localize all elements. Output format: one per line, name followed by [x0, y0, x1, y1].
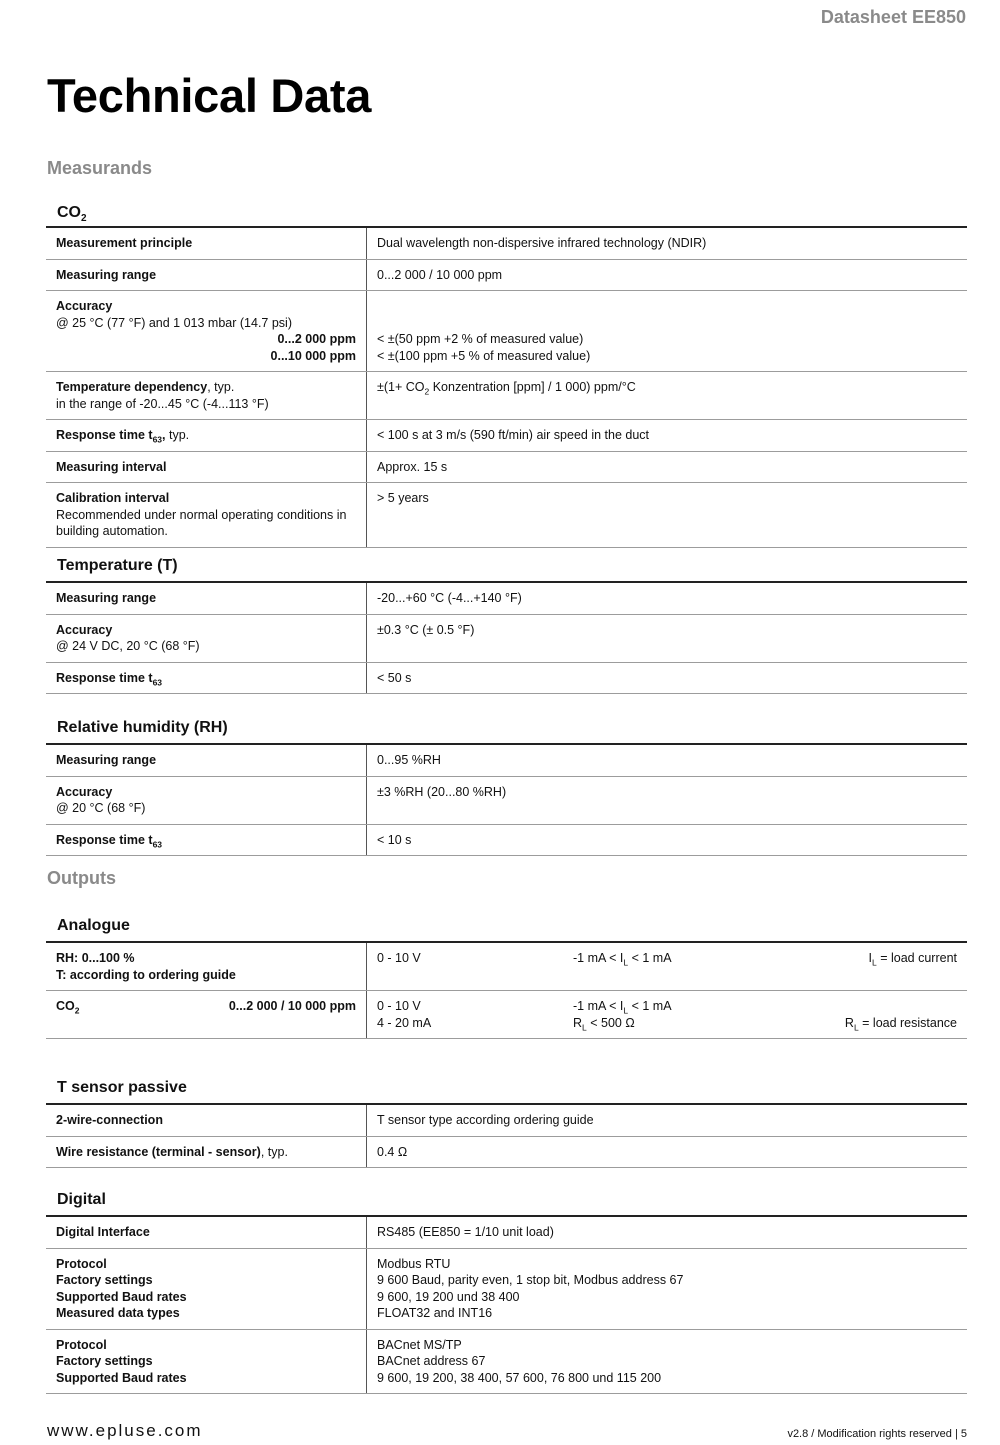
spec-label: Measuring range	[46, 582, 367, 614]
spec-label: Temperature dependency, typ. in the range of -20...45 °C (-4...113 °F)	[46, 372, 367, 420]
table-row	[46, 1248, 967, 1329]
table-row	[46, 451, 967, 483]
spec-value: ±0.3 °C (± 0.5 °F)	[367, 614, 968, 662]
analogue-spec-table	[46, 941, 967, 1039]
table-row	[46, 1329, 967, 1394]
spec-value: ±3 %RH (20...80 %RH)	[367, 776, 968, 824]
humidity-spec-table	[46, 743, 967, 856]
spec-value: Modbus RTU 9 600 Baud, parity even, 1 stop bit, Modbus address 67 9 600, 19 200 und 38 400 FLOAT32 and INT16	[367, 1248, 968, 1329]
group-title-t-sensor: T sensor passive	[57, 1079, 187, 1096]
table-row	[46, 483, 967, 548]
table-row	[46, 259, 967, 291]
spec-label: Response time $t_{63}$	[46, 662, 367, 694]
table-row	[46, 372, 967, 420]
section-heading-measurands: Measurands	[47, 158, 153, 178]
spec-label: Digital Interface	[46, 1216, 367, 1248]
co2-spec-table	[46, 226, 967, 548]
spec-label: 2-wire-connection	[46, 1104, 367, 1136]
spec-label: Measurement principle	[46, 227, 367, 259]
table-row	[46, 942, 967, 991]
page-title: Technical Data	[47, 69, 372, 122]
spec-value: 0 - 10 V -1 mA < $I_L < 1$ mA 4 - 20 mA $R_L < 500$ Ω $R_L$ = load resistance	[367, 991, 968, 1039]
spec-label: Measuring range	[46, 259, 367, 291]
table-row	[46, 824, 967, 856]
table-row	[46, 582, 967, 614]
table-row	[46, 420, 967, 452]
table-row	[46, 991, 967, 1039]
group-title-co2: $CO_2$	[57, 204, 87, 225]
spec-label: Protocol Factory settings Supported Baud rates Measured data types	[46, 1248, 367, 1329]
spec-label: Measuring range	[46, 744, 367, 776]
spec-value: 0...2 000 / 10 000 ppm	[367, 259, 968, 291]
spec-label: $CO_2$ 0...2 000 / 10 000 ppm	[46, 991, 367, 1039]
t-sensor-spec-table	[46, 1103, 967, 1168]
table-row	[46, 227, 967, 259]
temperature-spec-table	[46, 581, 967, 694]
spec-label: Protocol Factory settings Supported Baud rates	[46, 1329, 367, 1394]
spec-label: Wire resistance (terminal - sensor), typ.	[46, 1136, 367, 1168]
spec-value: Dual wavelength non-dispersive infrared technology (NDIR)	[367, 227, 968, 259]
spec-label: Calibration interval Recommended under normal operating conditions in building automation.	[46, 483, 367, 548]
version-page-info: v2.8 / Modification rights reserved | 5	[787, 1428, 967, 1440]
table-row	[46, 614, 967, 662]
spec-value: 0 - 10 V -1 mA < $I_L < 1$ mA $I_L$ = load current	[367, 942, 968, 991]
spec-value: < 50 s	[367, 662, 968, 694]
table-row	[46, 662, 967, 694]
table-row	[46, 744, 967, 776]
spec-value: T sensor type according ordering guide	[367, 1104, 968, 1136]
table-row	[46, 1136, 967, 1168]
table-row	[46, 1104, 967, 1136]
spec-value: > 5 years	[367, 483, 968, 548]
spec-value: 0.4 Ω	[367, 1136, 968, 1168]
table-row	[46, 776, 967, 824]
spec-value: Approx. 15 s	[367, 451, 968, 483]
group-title-temperature: Temperature (T)	[57, 557, 178, 574]
document-name: Datasheet EE850	[820, 7, 966, 27]
spec-label: Measuring interval	[46, 451, 367, 483]
spec-label: Accuracy @ 20 °C (68 °F)	[46, 776, 367, 824]
spec-label: Response time $t_{63}$	[46, 824, 367, 856]
section-heading-outputs: Outputs	[47, 868, 116, 888]
group-title-analogue: Analogue	[57, 917, 130, 934]
table-row	[46, 291, 967, 372]
spec-value: < ±(50 ppm +2 % of measured value) < ±(100 ppm +5 % of measured value)	[367, 291, 968, 372]
digital-spec-table	[46, 1215, 967, 1394]
spec-label: RH: 0...100 % T: according to ordering guide	[46, 942, 367, 991]
spec-value: < 10 s	[367, 824, 968, 856]
spec-value: $\pm(1+ CO_2$ Konzentration [ppm] / 1 000) ppm/°C	[367, 372, 968, 420]
spec-value: RS485 (EE850 = 1/10 unit load)	[367, 1216, 968, 1248]
spec-value: 0...95 %RH	[367, 744, 968, 776]
spec-label: Accuracy @ 25 °C (77 °F) and 1 013 mbar (14.7 psi) 0...2 000 ppm 0...10 000 ppm	[46, 291, 367, 372]
group-title-digital: Digital	[57, 1191, 106, 1208]
table-row	[46, 1216, 967, 1248]
spec-label: Response time $t_{63}$, typ.	[46, 420, 367, 452]
group-title-humidity: Relative humidity (RH)	[57, 719, 228, 736]
spec-value: BACnet MS/TP BACnet address 67 9 600, 19 200, 38 400, 57 600, 76 800 und 115 200	[367, 1329, 968, 1394]
spec-value: < 100 s at 3 m/s (590 ft/min) air speed in the duct	[367, 420, 968, 452]
spec-value: -20...+60 °C (-4...+140 °F)	[367, 582, 968, 614]
website-link[interactable]: www.epluse.com	[47, 1421, 203, 1440]
spec-label: Accuracy @ 24 V DC, 20 °C (68 °F)	[46, 614, 367, 662]
